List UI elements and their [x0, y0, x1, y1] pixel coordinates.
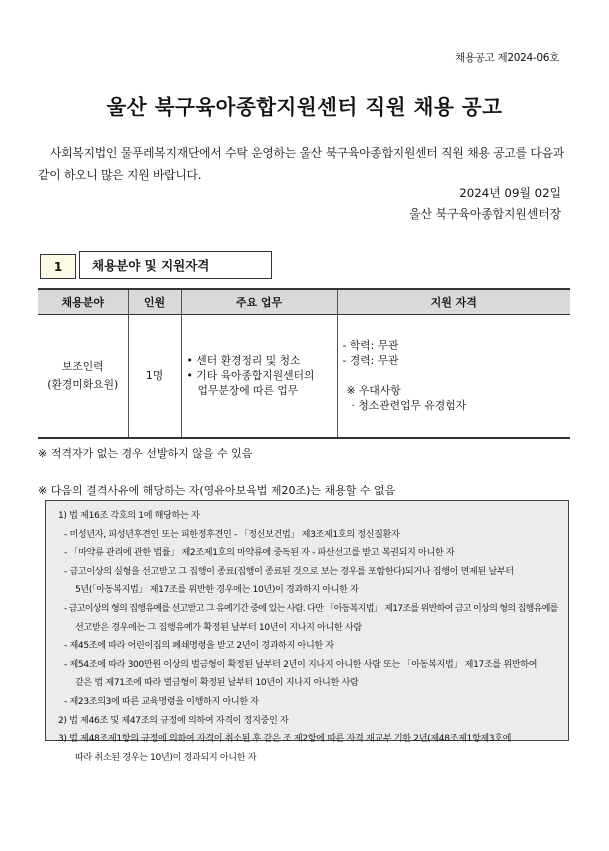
preference-item: · 청소관련업무 유경험자	[351, 399, 467, 413]
list-item: 3) 법 제48조제1항의 규정에 의하여 자격이 취소된 후 같은 조 제2항에 따른 자격 재교부 기한 2년(제48조제1항제3호에	[58, 734, 512, 745]
table-row	[38, 314, 570, 438]
section-number: 1	[40, 254, 76, 279]
notice-number: 채용공고 제2024-06호	[455, 52, 559, 64]
disqualification-box	[45, 500, 569, 763]
header-count: 인원	[128, 289, 181, 314]
intro-paragraph: 사회복지법인 물푸레복지재단에서 수탁 운영하는 울산 북구육아종합지원센터 직원 채용 공고를 다음과 같이 하오니 많은 지원 바랍니다.	[38, 146, 564, 182]
duty-item: 업무분장에 따른 업무	[197, 384, 299, 398]
list-item: - 금고이상의 실형을 선고받고 그 집행이 종료(집행이 종료된 것으로 보는 경우를 포함한다)되거나 집행이 면제된 날부터	[64, 566, 514, 577]
header-duties: 주요 업무	[181, 289, 337, 314]
list-item: 2) 법 제46조 및 제47조의 규정에 의하여 자격이 정지중인 자	[58, 715, 289, 726]
field-name: 보조인력	[61, 359, 104, 373]
list-item: 1) 법 제16조 각호의 1에 해당하는 자	[58, 511, 200, 521]
field-subname: (환경미화요원)	[47, 377, 119, 391]
cell-count: 1명	[128, 314, 181, 438]
list-item: 5년(「아동복지법」 제17조를 위반한 경우에는 10년)이 경과하지 아니한 자	[75, 585, 359, 596]
cell-duties	[181, 314, 337, 438]
list-item: - 제54조에 따라 300만원 이상의 벌금형이 확정된 날부터 2년이 지나지 아니한 사람 또는 「아동복지법」 제17조를 위반하여	[64, 659, 538, 670]
cell-qualifications	[337, 314, 570, 438]
requirements-table	[38, 288, 570, 439]
list-item: - 제45조에 따라 어린이집의 폐쇄명령을 받고 2년이 경과하지 아니한 자	[64, 641, 334, 652]
list-item: 같은 법 제71조에 따라 벌금형이 확정된 날부터 10년이 지나지 아니한 사람	[75, 678, 359, 689]
list-item: - 미성년자, 피성년후견인 또는 피한정후견인 - 「정신보건법」 제3조제1호의 정신질환자	[64, 529, 400, 540]
duty-item: • 센터 환경정리 및 청소	[186, 354, 301, 368]
duty-item: • 기타 육아종합지원센터의	[186, 369, 315, 383]
preference-heading: ※ 우대사항	[346, 384, 401, 398]
header-qualifications: 지원 자격	[337, 289, 570, 314]
note-disqualification: ※ 다음의 결격사유에 해당하는 자(영유아보육법 제20조)는 채용할 수 없음	[38, 484, 396, 497]
organization-name: 울산 북구육아종합지원센터장	[409, 207, 561, 221]
page-title: 울산 북구육아종합지원센터 직원 채용 공고	[106, 95, 503, 119]
note-no-qualified: ※ 적격자가 없는 경우 선발하지 않을 수 있음	[38, 447, 253, 460]
qualification-item: - 경력: 무관	[342, 354, 399, 368]
list-item: - 「마약류 관리에 관한 법률」 제2조제1호의 마약류에 중독된 자 - 파산선고를 받고 복권되지 아니한 자	[64, 548, 455, 559]
list-item: 선고받은 경우에는 그 집행유예가 확정된 날부터 10년이 지나지 아니한 사람	[75, 622, 362, 633]
table-header-row	[38, 289, 570, 314]
header-field: 채용분야	[38, 289, 128, 314]
section-title: 채용분야 및 지원자격	[79, 251, 272, 279]
list-item: - 제23조의3에 따른 교육명령을 이행하지 아니한 자	[64, 696, 259, 707]
list-item: 따라 취소된 경우는 10년)이 경과되지 아니한 자	[75, 752, 257, 763]
notice-date: 2024년 09월 02일	[459, 186, 561, 200]
qualification-item: - 학력: 무관	[342, 339, 399, 353]
cell-field	[38, 314, 128, 438]
list-item: - 금고이상의 형의 집행유예를 선고받고 그 유예기간 중에 있는 사람. 다만 「아동복지법」 제17조를 위반하여 금고 이상의 형의 집행유예를	[64, 603, 558, 614]
